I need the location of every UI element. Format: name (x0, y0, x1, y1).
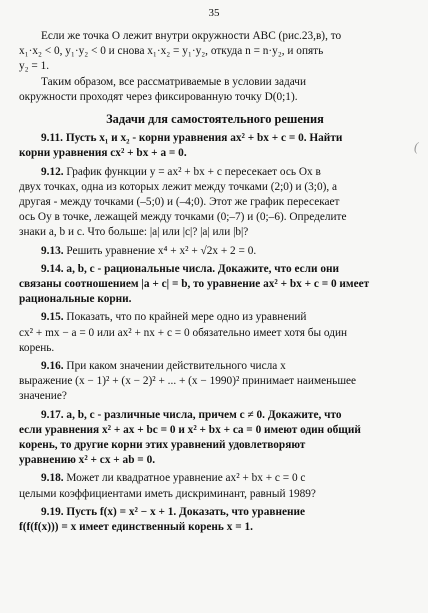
problem-number: 9.16. (41, 360, 64, 373)
problem-line (19, 310, 411, 325)
problem-line (19, 408, 411, 423)
problem-number: 9.19. (41, 505, 64, 518)
problem-line (19, 520, 411, 535)
problem-text: значение? (19, 390, 67, 403)
problem-list (19, 131, 411, 535)
problem-text: выражение (x − 1)² + (x − 2)² + ... + (x − 1990)² принимает наименьшее (19, 375, 357, 388)
problem-text: cx² + mx − a = 0 или ax² + nx + c = 0 обязательно имеет хотя бы один (19, 326, 348, 339)
problem-text: Пусть f(x) = x² − x + 1. Доказать, что уравнение (66, 505, 305, 518)
problem-item (19, 505, 411, 535)
problem-text: Решить уравнение x⁴ + x² + √2x + 2 = 0. (66, 244, 257, 257)
problem-line (19, 195, 411, 210)
problem-text: другая - между точками (–5;0) и (–4;0). Этот же график пересекает (19, 196, 340, 209)
problem-number: 9.12. (41, 165, 64, 178)
intro-line: окружности проходят через фиксированную точку D(0;1). (19, 90, 298, 103)
problem-item (19, 310, 411, 356)
problem-line (19, 180, 411, 195)
problem-text: рациональные корни. (19, 293, 132, 306)
problem-text: a, b, c - различные числа, причем c ≠ 0. Докажите, что (66, 408, 342, 421)
problem-line (19, 423, 411, 438)
problem-text: знаки a, b и c. Что больше: |a| или |c|? |a| или |b|? (19, 226, 249, 239)
intro-line: Если же точка O лежит внутри окружности ABC (рис.23,в), то (41, 30, 342, 42)
problem-line (19, 341, 411, 356)
intro-line: Таким образом, все рассматриваемые в условии задачи (41, 75, 306, 88)
problem-item (19, 131, 411, 161)
problem-line (19, 131, 411, 146)
problem-item (19, 359, 411, 405)
problem-number: 9.17. (41, 408, 64, 421)
problem-text: корень. (19, 341, 55, 354)
problem-line (19, 262, 411, 277)
problem-line (19, 146, 411, 161)
problem-item (19, 408, 411, 469)
problem-text: двух точках, одна из которых лежит между точками (2;0) и (3;0), а (19, 180, 338, 193)
problem-line (19, 438, 411, 453)
problem-text: целыми коэффициентами иметь дискриминант, равный 1989? (19, 487, 316, 500)
problem-line (19, 210, 411, 225)
problem-text: При каком значении действительного числа x (66, 360, 286, 373)
problem-text: a, b, c - рациональные числа. Докажите, что если они (66, 262, 340, 275)
problem-text: График функции y = ax² + bx + c пересекает ось Ox в (66, 165, 321, 178)
problem-line (19, 487, 411, 502)
problem-item (19, 471, 411, 501)
problem-number: 9.11. (41, 132, 63, 145)
problem-text: ось Oy в точке, лежащей между точками (0;–7) и (0;–6). Определите (19, 211, 347, 224)
problem-line (19, 374, 411, 389)
problem-line (19, 359, 411, 374)
problem-text: Показать, что по крайней мере одно из уравнений (66, 311, 307, 324)
problem-number: 9.15. (41, 311, 64, 324)
problem-text: Может ли квадратное уравнение ax² + bx + c = 0 с (66, 472, 306, 485)
problem-item (19, 244, 411, 259)
problem-number: 9.13. (41, 244, 64, 257)
intro-paragraph (19, 29, 411, 105)
problem-item (19, 262, 411, 308)
problem-line (19, 453, 411, 468)
problem-line (19, 471, 411, 486)
problem-line (19, 165, 411, 180)
problem-line (19, 389, 411, 404)
intro-line: y₂ = 1. (19, 60, 50, 73)
problem-number: 9.18. (41, 472, 64, 485)
problem-line (19, 244, 411, 259)
problem-line (19, 326, 411, 341)
problem-text: Пусть x₁ и x₂ - корни уравнения ax² + bx + c = 0. Найти (65, 132, 343, 145)
intro-line: x₁·x₂ < 0, y₁·y₂ < 0 и снова x₁·x₂ = y₁·y₂, откуда n = n·y₂, и опять (19, 45, 324, 58)
problem-text: если уравнения x² + ax + bc = 0 и x² + bx + ca = 0 имеют один общий (19, 423, 361, 436)
section-heading: Задачи для самостоятельного решения (106, 112, 324, 127)
problem-text: уравнению x² + cx + ab = 0. (19, 454, 156, 467)
problem-item (19, 165, 411, 241)
problem-number: 9.14. (41, 262, 64, 275)
page-content (19, 29, 411, 535)
problem-line (19, 225, 411, 240)
problem-text: корни уравнения cx² + bx + a = 0. (19, 147, 187, 160)
problem-text: корень, то другие корни этих уравнений удовлетворяют (19, 439, 306, 452)
margin-mark: ( (414, 139, 419, 154)
problem-line (19, 277, 411, 292)
problem-text: связаны соотношением |a + c| = b, то уравнение ax² + bx + c = 0 имеет (19, 278, 370, 291)
problem-text: f(f(f(x))) = x имеет единственный корень x = 1. (19, 521, 253, 534)
problem-line (19, 505, 411, 520)
problem-line (19, 292, 411, 307)
page-number: 35 (208, 7, 220, 19)
